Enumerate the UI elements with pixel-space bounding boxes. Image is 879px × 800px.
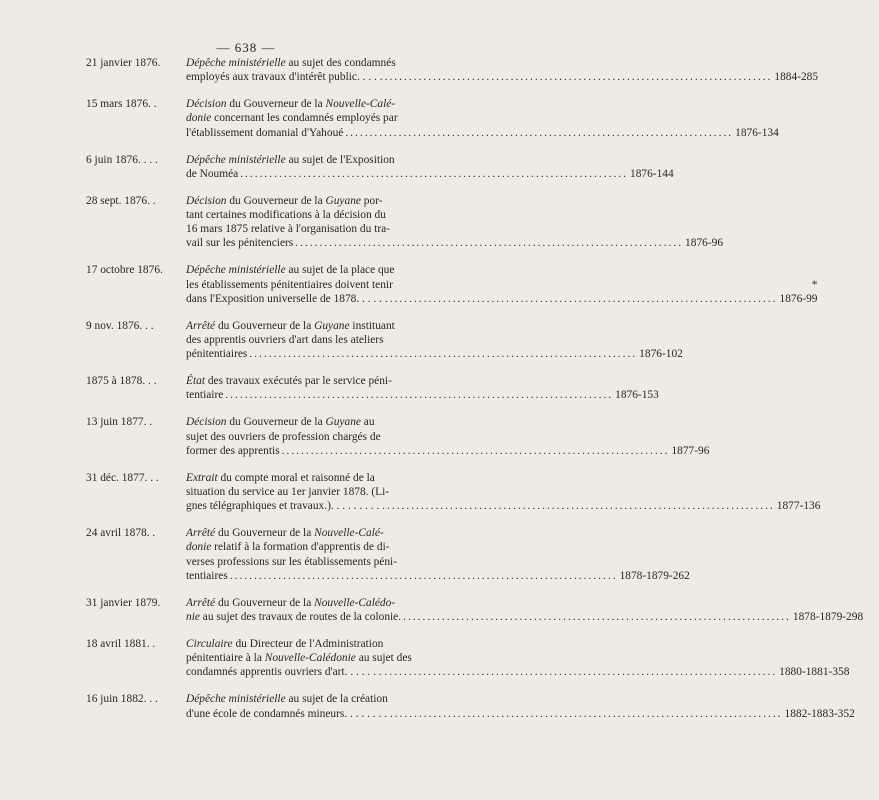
entry-text [186,263,866,306]
list-item [86,97,779,140]
entry-doc-type: Circulaire [186,638,233,651]
entry-text [186,56,860,84]
entry-text-segment: des travaux exécutés par le service péni- [204,375,392,388]
entry-text-segment: du Directeur de l'Administration [232,638,384,651]
entry-date: 9 nov. 1876. . . [86,319,154,332]
dot-leader: ................................................................................ [240,167,628,180]
entry-text-segment: du Gouverneur de la [226,194,326,207]
entry-doc-type: Décision [186,416,227,429]
entry-reference: 1877-136 [776,500,821,513]
dot-leader: ................................................................................ [281,444,670,457]
entry-text-segment: verses professions sur les établissements péni- [186,555,397,568]
dot-leader: ................................................................................ [394,707,783,720]
list-item [86,263,818,306]
entry-place: Nouvelle-Calédonie [264,652,356,665]
entry-text-segment: relatif à la formation d'apprentis de di- [211,541,390,554]
entry-text-segment: au sujet des [355,652,412,665]
entry-place: nie [186,611,200,624]
entry-reference: 1878-1879-262 [619,569,690,582]
entry-text [186,153,716,181]
entry-reference: 1878-1879-298 [792,611,864,624]
list-item [86,692,855,720]
dot-leader: ................................................................................ [384,71,773,84]
list-item [86,596,864,624]
entry-place: Guyane [325,416,361,429]
entry-date: 16 juin 1882. . . [86,693,158,706]
list-item [86,319,683,362]
entry-doc-type: Arrêté [186,527,216,540]
entry-text-segment: situation du service au 1er janvier 1878. (Li- [186,486,390,499]
list-item [86,415,710,458]
entry-reference: 1882-1883-352 [784,707,855,720]
entry-place: donie [186,112,212,125]
entry-text [186,637,865,680]
entry-text-segment: du Gouverneur de la [226,416,326,429]
entry-text [186,692,871,720]
entry-text-segment: gnes télégraphiques et travaux.). . . . . . . . . . [186,500,385,513]
entry-reference: 1876-96 [685,237,724,250]
entry-place: Guyane [325,194,361,207]
entry-text [186,596,879,624]
dot-leader: ................................................................................ [403,611,791,624]
entry-date: 31 déc. 1877. . . [86,471,159,484]
entry-date: 28 sept. 1876. . [86,194,156,207]
entry-text [186,471,863,514]
entry-doc-type: Décision [186,194,227,207]
entry-place: Nouvelle-Calédo- [314,596,396,609]
entry-text-segment: pénitentiaire à la [186,652,265,665]
entry-text-segment: d'une école de condamnés mineurs. . . . . . . . . [186,707,393,720]
dot-leader: ................................................................................ [389,666,778,679]
entry-date: 18 avril 1881. . [86,638,156,651]
entry-doc-type: Dépêche ministérielle [186,693,286,706]
entry-doc-type: État [186,375,205,388]
list-item [86,56,819,84]
list-item [86,637,850,680]
entry-text-segment: employés aux travaux d'intérêt public. . . . . [186,71,383,84]
entry-text-segment: des apprentis ouvriers d'art dans les ateliers [186,334,384,347]
entry-text-segment: former des apprentis [186,444,280,457]
entry-text-segment: instituant [349,319,395,332]
entry-text [186,194,771,251]
entry-text-segment: du Gouverneur de la [226,98,326,111]
entry-text-segment: au sujet des condamnés [285,57,396,69]
entry-place: donie [186,541,212,554]
entry-text-segment: du Gouverneur de la [215,596,315,609]
list-item [86,374,659,402]
entry-text [186,97,821,140]
dot-leader: ................................................................................ [345,126,734,139]
entry-reference: 1880-1881-358 [779,666,850,679]
entry-doc-type: Arrêté [186,596,216,609]
entry-text-segment: tentiaire [186,389,224,402]
entry-text [186,415,757,458]
entry-date: 24 avril 1878. . [86,527,156,540]
entry-text-segment: du Gouverneur de la [215,527,315,540]
entry-place: Guyane [314,319,350,332]
entry-reference: 1876-134 [735,126,779,139]
entry-doc-type: Dépêche ministérielle [186,153,286,166]
entry-reference: 1876-144 [630,167,674,180]
entry-text-segment: de Nouméa [186,167,239,180]
entry-text-segment: condamnés apprentis ouvriers d'art. . . . . . . . [186,666,388,679]
entry-text-segment: por- [360,194,383,207]
dot-leader: ................................................................................ [249,348,638,361]
entry-date: 17 octobre 1876. [86,264,163,277]
entry-doc-type: Arrêté [186,319,216,332]
entry-text-segment: concernant les condamnés employés par [211,112,398,125]
entry-list [86,56,864,734]
entry-text-segment: sujet des ouvriers de profession chargés de [186,430,381,443]
list-item [86,194,724,251]
entry-date: 15 mars 1876. . [86,98,157,111]
entry-text-segment: vail sur les pénitenciers [186,237,294,250]
entry-reference: 1884-285 [774,71,819,84]
entry-place: Nouvelle-Calé- [314,527,384,540]
entry-text-segment: tant certaines modifications à la décision du [186,209,386,222]
entry-text-segment: tentiaires [186,569,228,582]
entry-doc-type: Dépêche ministérielle [186,57,286,69]
entry-text-segment: au sujet de l'Exposition [285,153,395,166]
entry-text-segment: 16 mars 1875 relative à l'organisation du tra- [186,223,390,236]
entry-text-segment: au sujet de la création [285,693,388,706]
entry-text [186,526,706,583]
entry-text [186,319,725,362]
list-item [86,471,821,514]
entry-date: 31 janvier 1879. [86,596,161,609]
entry-text-segment: dans l'Exposition universelle de 1878. . . . . . [186,292,388,305]
entry-text-segment: du Gouverneur de la [215,319,315,332]
entry-reference: 1876-102 [639,348,683,361]
dot-leader: ................................................................................ [229,569,618,582]
entry-doc-type: Dépêche ministérielle [186,264,286,277]
dot-leader: ................................................................................ [225,389,614,402]
entry-text-segment: pénitentiaires [186,348,248,361]
entry-doc-type: Décision [186,98,227,111]
dot-leader: ................................................................................ [295,237,684,250]
entry-date: 21 janvier 1876. [86,57,161,69]
entry-text-segment: du compte moral et raisonné de la [217,471,375,484]
entry-text-segment: au [360,416,375,429]
page-number: — 638 — [216,40,276,55]
entry-date: 13 juin 1877. . [86,416,153,429]
list-item [86,153,674,181]
entry-text-segment: au sujet des travaux de routes de la colonie. [199,611,402,624]
entry-text [186,374,701,402]
dot-leader: ................................................................................ [389,292,778,305]
entry-reference: 1876-99 [779,292,818,305]
entry-reference: 1876-153 [615,389,659,402]
entry-text-segment: l'établissement domanial d'Yahoué [186,126,344,139]
list-item [86,526,690,583]
margin-mark: * [811,278,818,291]
entry-reference: 1877-96 [671,444,710,457]
entry-doc-type: Extrait [186,471,218,484]
entry-text-segment: les établissements pénitentiaires doivent tenir [186,278,393,291]
entry-date: 1875 à 1878. . . [86,375,157,388]
entry-place: Nouvelle-Calé- [325,98,396,111]
dot-leader: ................................................................................ [386,500,775,513]
entry-text-segment: au sujet de la place que [285,264,395,277]
entry-date: 6 juin 1876. . . . [86,153,158,166]
